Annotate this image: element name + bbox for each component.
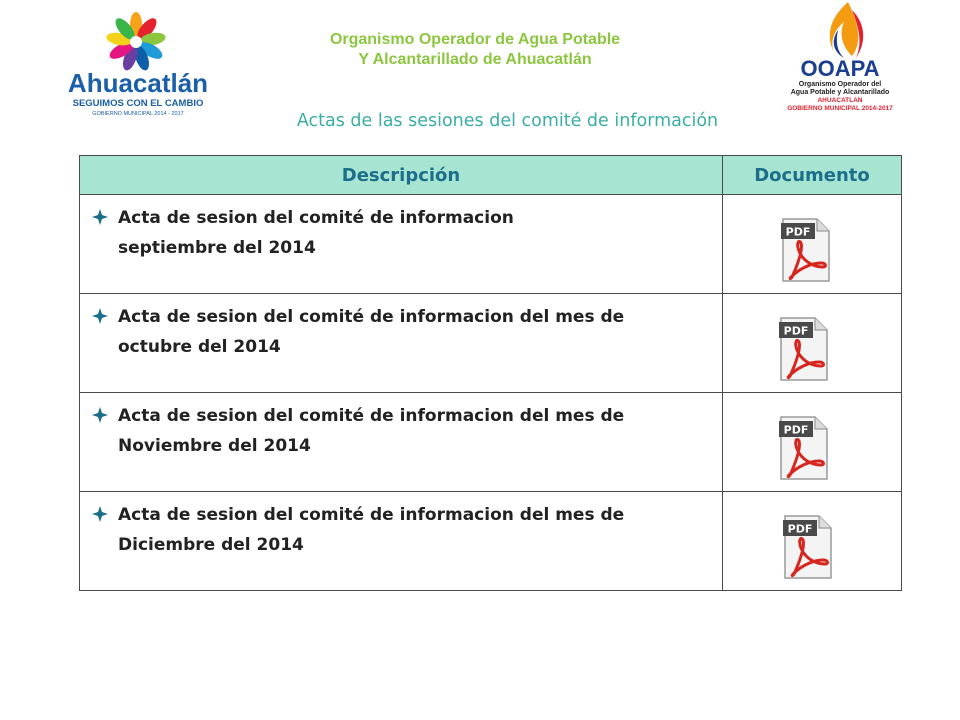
description-text (118, 500, 718, 560)
svg-text:AHUACATLAN: AHUACATLAN (817, 97, 863, 104)
description-cell (80, 195, 723, 294)
organization-line2: Y Alcantarillado de Ahuacatlán (358, 51, 592, 68)
header-descripcion: Descripción (80, 156, 723, 195)
description-line1: Acta de sesion del comité de informacion del mes de (118, 406, 625, 426)
svg-text:SEGUIMOS CON EL CAMBIO: SEGUIMOS CON EL CAMBIO (72, 98, 204, 109)
description-line2: septiembre del 2014 (118, 238, 316, 258)
diamond-bullet-icon (92, 308, 108, 324)
description-cell (80, 294, 723, 393)
description-line1: Acta de sesion del comité de informacion (118, 208, 514, 228)
ooapa-flame-icon (778, 0, 903, 118)
document-cell (723, 195, 902, 294)
table-row (80, 294, 902, 393)
description-text (118, 203, 718, 263)
table-header-row (80, 156, 902, 195)
ahuacatlan-flower-icon (48, 10, 228, 120)
description-text (118, 302, 718, 362)
page-title: Actas de las sesiones del comité de información (296, 111, 719, 131)
description-line2: Noviembre del 2014 (118, 436, 311, 456)
svg-text:PDF: PDF (787, 522, 813, 536)
description-cell (80, 393, 723, 492)
table-row (80, 195, 902, 294)
description-line1: Acta de sesion del comité de informacion del mes de (118, 307, 625, 327)
svg-text:GOBIERNO MUNICIPAL 2014-2017: GOBIERNO MUNICIPAL 2014-2017 (787, 105, 893, 112)
svg-text:Agua Potable y Alcantarillado: Agua Potable y Alcantarillado (790, 89, 890, 96)
diamond-bullet-icon (92, 506, 108, 522)
pdf-download-icon[interactable] (777, 415, 829, 481)
description-line2: octubre del 2014 (118, 337, 281, 357)
organization-line1: Organismo Operador de Agua Potable (329, 31, 621, 48)
ooapa-logo (778, 0, 903, 118)
organization-title (240, 30, 710, 70)
ahuacatlan-logo (48, 10, 228, 120)
description-text (118, 401, 718, 461)
svg-text:PDF: PDF (783, 423, 809, 437)
pdf-download-icon[interactable] (781, 514, 833, 580)
svg-text:PDF: PDF (785, 225, 811, 239)
diamond-bullet-icon (92, 407, 108, 423)
svg-text:GOBIERNO MUNICIPAL 2014 - 2017: GOBIERNO MUNICIPAL 2014 - 2017 (92, 111, 184, 117)
table-row (80, 492, 902, 591)
svg-text:PDF: PDF (783, 324, 809, 338)
document-cell (723, 294, 902, 393)
description-line1: Acta de sesion del comité de informacion del mes de (118, 505, 625, 525)
actas-table (79, 155, 902, 591)
header-documento: Documento (723, 156, 902, 195)
diamond-bullet-icon (92, 209, 108, 225)
svg-text:OOAPA: OOAPA (800, 56, 880, 81)
document-cell (723, 393, 902, 492)
description-cell (80, 492, 723, 591)
table-row (80, 393, 902, 492)
svg-text:Organismo Operador del: Organismo Operador del (798, 81, 882, 88)
pdf-download-icon[interactable] (779, 217, 831, 283)
pdf-download-icon[interactable] (777, 316, 829, 382)
description-line2: Diciembre del 2014 (118, 535, 304, 555)
svg-text:Ahuacatlán: Ahuacatlán (67, 68, 209, 98)
document-cell (723, 492, 902, 591)
